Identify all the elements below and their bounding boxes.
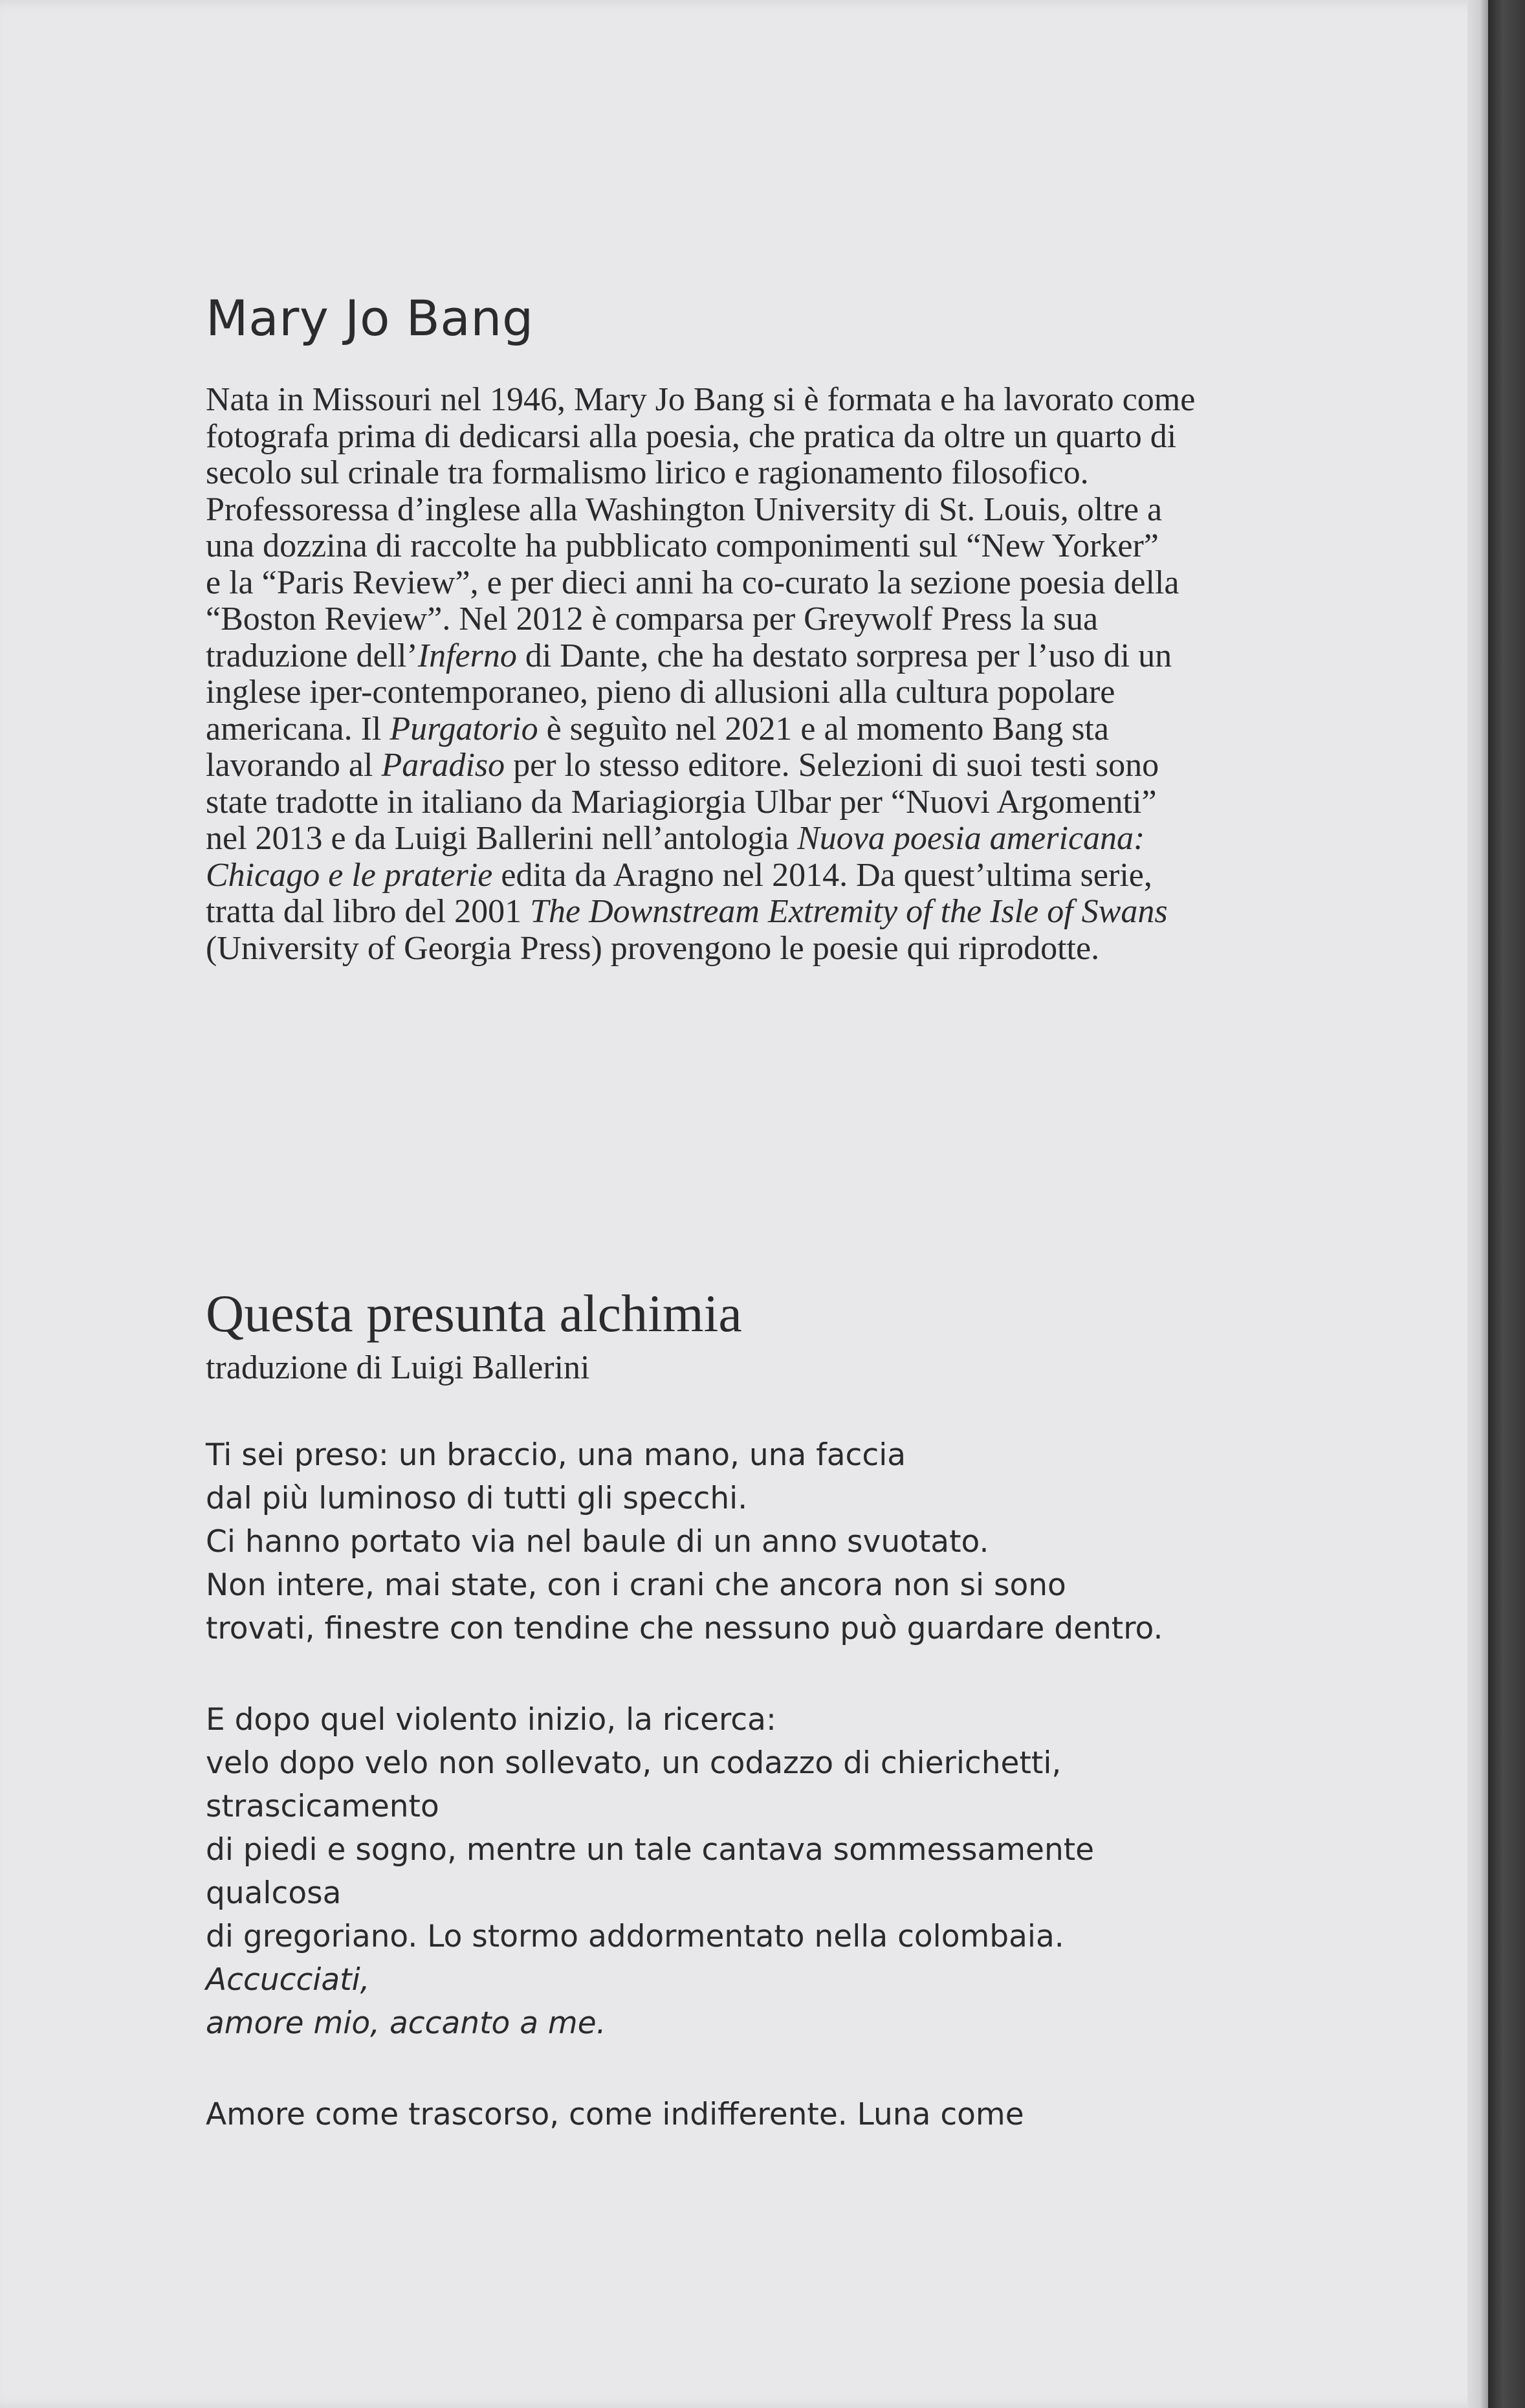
author-name: Mary Jo Bang <box>206 289 534 347</box>
bio-line <box>206 711 1306 748</box>
poem-body <box>206 1433 1306 2136</box>
poem-line: qualcosa <box>206 1875 342 1911</box>
bio-text: fotografa prima di dedicarsi alla poesia, che pratica da oltre un quarto di <box>206 417 1177 455</box>
bio-line <box>206 747 1306 784</box>
poem-line: Ti sei preso: un braccio, una mano, una faccia <box>206 1437 906 1473</box>
bio-italic-title: The Downstream Extremity of the Isle of Swans <box>530 893 1168 930</box>
bio-text: una dozzina di raccolte ha pubblicato componimenti sul “New Yorker” <box>206 527 1159 564</box>
bio-line <box>206 601 1306 638</box>
bio-text: traduzione dell’ <box>206 637 418 674</box>
page-edge <box>1467 0 1488 2408</box>
author-bio <box>206 382 1306 967</box>
bio-line <box>206 492 1306 529</box>
bio-italic-title: Chicago e le praterie <box>206 856 493 894</box>
poem-line: Ci hanno portato via nel baule di un anno svuotato. <box>206 1524 989 1560</box>
poem-line: velo dopo velo non sollevato, un codazzo di chierichetti, <box>206 1745 1062 1781</box>
bio-line <box>206 931 1306 967</box>
bio-line <box>206 528 1306 565</box>
poem-line: Amore come trascorso, come indifferente. Luna come <box>206 2097 1024 2132</box>
bio-line <box>206 784 1306 821</box>
poem-title: Questa presunta alchimia <box>206 1284 742 1343</box>
bio-line <box>206 382 1306 419</box>
bio-text: edita da Aragno nel 2014. Da quest’ultima serie, <box>492 856 1152 894</box>
bio-line <box>206 638 1306 675</box>
bio-text: e la “Paris Review”, e per dieci anni ha co-curato la sezione poesia della <box>206 564 1179 601</box>
bio-italic-title: Inferno <box>417 637 517 674</box>
bio-text: secolo sul crinale tra formalismo lirico e ragionamento filosofico. <box>206 454 1089 491</box>
book-spine-shadow <box>1488 0 1525 2408</box>
bio-text: americana. Il <box>206 710 390 747</box>
bio-text: (University of Georgia Press) provengono le poesie qui riprodotte. <box>206 929 1100 967</box>
bio-text: Professoressa d’inglese alla Washington University di St. Louis, oltre a <box>206 491 1163 528</box>
bio-line <box>206 419 1306 456</box>
bio-line <box>206 821 1306 857</box>
bio-line <box>206 455 1306 492</box>
poem-line: trovati, finestre con tendine che nessuno può guardare dentro. <box>206 1611 1163 1646</box>
bio-text: state tradotte in italiano da Mariagiorgia Ulbar per “Nuovi Argomenti” <box>206 783 1157 821</box>
poem-line: dal più luminoso di tutti gli specchi. <box>206 1481 748 1516</box>
bio-text: lavorando al <box>206 747 382 784</box>
poem-translator: traduzione di Luigi Ballerini <box>206 1349 590 1386</box>
poem-line: Non intere, mai state, con i crani che ancora non si sono <box>206 1567 1066 1603</box>
poem-line: Accucciati, <box>206 1962 370 1998</box>
bio-text: Nata in Missouri nel 1946, Mary Jo Bang si è formata e ha lavorato come <box>206 381 1196 418</box>
poem-line: E dopo quel violento inizio, la ricerca: <box>206 1702 776 1738</box>
poem-line: di gregoriano. Lo stormo addormentato nella colombaia. <box>206 1919 1064 1954</box>
bio-text: “Boston Review”. Nel 2012 è comparsa per Greywolf Press la sua <box>206 601 1099 637</box>
bio-text: di Dante, che ha destato sorpresa per l’uso di un <box>516 637 1172 674</box>
poem-line: amore mio, accanto a me. <box>206 2005 606 2041</box>
bio-text: per lo stesso editore. Selezioni di suoi testi sono <box>505 747 1159 784</box>
bio-line <box>206 857 1306 894</box>
poem-line: di piedi e sogno, mentre un tale cantava sommessamente <box>206 1832 1095 1868</box>
bio-text: inglese iper-contemporaneo, pieno di allusioni alla cultura popolare <box>206 674 1115 711</box>
bio-italic-title: Purgatorio <box>389 710 538 747</box>
bio-italic-title: Nuova poesia americana: <box>797 820 1145 857</box>
bio-italic-title: Paradiso <box>381 747 505 784</box>
bio-line <box>206 894 1306 931</box>
bio-text: tratta dal libro del 2001 <box>206 893 531 930</box>
poem-line: strascicamento <box>206 1789 439 1824</box>
bio-line <box>206 674 1306 711</box>
stanza-break <box>206 2045 1306 2093</box>
bio-text: è seguìto nel 2021 e al momento Bang sta <box>538 710 1109 747</box>
bio-text: nel 2013 e da Luigi Ballerini nell’antologia <box>206 820 798 857</box>
stanza-break <box>206 1650 1306 1698</box>
bio-line <box>206 565 1306 602</box>
